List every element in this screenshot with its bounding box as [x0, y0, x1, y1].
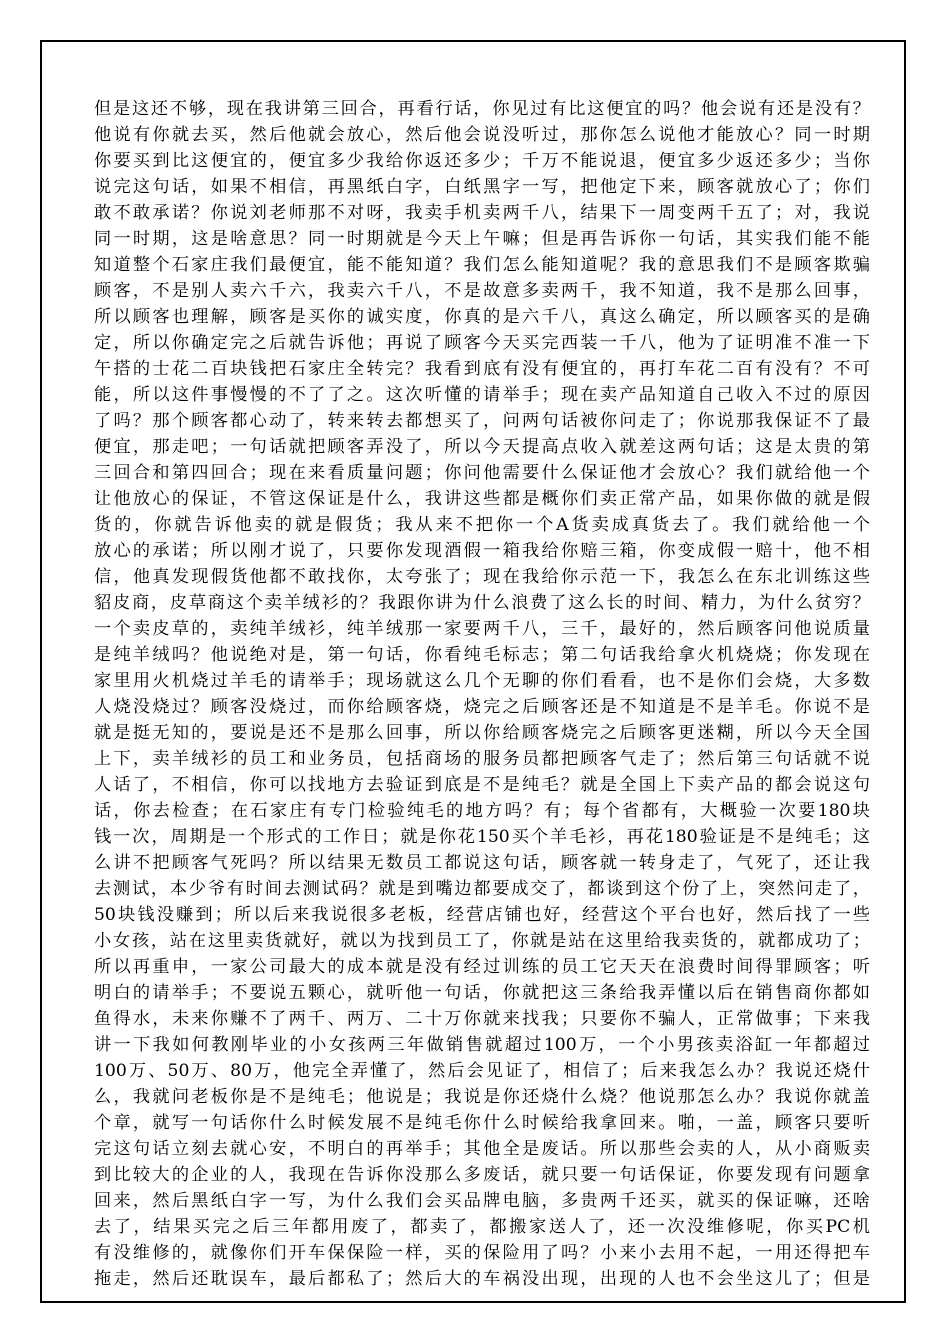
text-line: 上下，卖羊绒衫的员工和业务员，包括商场的服务员都把顾客气走了；然后第三句话就不说	[94, 749, 870, 769]
text-line: 便宜，那走吧；一句话就把顾客弄没了，所以今天提高点收入就差这两句话；这是太贵的第	[94, 437, 870, 457]
text-line: 但是这还不够，现在我讲第三回合，再看行话，你见过有比这便宜的吗？他会说有还是没有？	[94, 99, 870, 119]
text-line: 货的，你就告诉他卖的就是假货；我从来不把你一个A货卖成真货去了。我们就给他一个	[94, 515, 870, 535]
text-line: 顾客，不是别人卖六千六，我卖六千八，不是故意多卖两千，我不知道，我不是那么回事，	[94, 281, 870, 301]
text-line: 小女孩，站在这里卖货就好，就以为找到员工了，你就是站在这里给我卖货的，就都成功了；	[94, 931, 870, 951]
text-line: 拖走，然后还耽误车，最后都私了；然后大的车祸没出现，出现的人也不会坐这儿了；但是	[94, 1269, 870, 1289]
text-line: 去了，结果买完之后三年都用废了，都卖了，都搬家送人了，还一次没维修呢，你买PC机	[94, 1217, 870, 1237]
text-line: 钱一次，周期是一个形式的工作日；就是你花150买个羊毛衫，再花180验证是不是纯毛；这	[94, 827, 870, 847]
text-line: 让他放心的保证，不管这保证是什么，我讲这些都是概你们卖正常产品，如果你做的就是假	[94, 489, 870, 509]
text-line: 所以顾客也理解，顾客是买你的诚实度，你真的是六千八，真这么确定，所以顾客买的是确	[94, 307, 870, 327]
text-line: 人话了，不相信，你可以找地方去验证到底是不是纯毛？就是全国上下卖产品的都会说这句	[94, 775, 870, 795]
text-line: 信，他真发现假货他都不敢找你，太夸张了；现在我给你示范一下，我怎么在东北训练这些	[94, 567, 870, 587]
text-line: 鱼得水，未来你赚不了两千、两万、二十万你就来找我；只要你不骗人，正常做事；下来我	[94, 1009, 870, 1029]
text-line: 了吗？那个顾客都心动了，转来转去都想买了，问两句话被你问走了；你说那我保证不了最	[94, 411, 870, 431]
text-line: 他说有你就去买，然后他就会放心，然后他会说没听过，那你怎么说他才能放心？同一时期	[94, 125, 870, 145]
text-line: 知道整个石家庄我们最便宜，能不能知道？我们怎么能知道呢？我的意思我们不是顾客欺骗	[94, 255, 870, 275]
text-line: 貂皮商，皮草商这个卖羊绒衫的？我跟你讲为什么浪费了这么长的时间、精力，为什么贫穷？	[94, 593, 870, 613]
text-line: 午搭的士花二百块钱把石家庄全转完？我看到底有没有便宜的，再打车花二百有没有？不可	[94, 359, 870, 379]
text-line: 放心的承诺；所以刚才说了，只要你发现酒假一箱我给你赔三箱，你变成假一赔十，他不相	[94, 541, 870, 561]
text-line: 100万、50万、80万，他完全弄懂了，然后会见证了，相信了；后来我怎么办？我说还烧什	[94, 1061, 870, 1081]
text-line: 回来，然后黑纸白字一写，为什么我们会买品牌电脑，多贵两千还买，就买的保证嘛，还啥	[94, 1191, 870, 1211]
text-line: 说完这句话，如果不相信，再黑纸白字，白纸黑字一写，把他定下来，顾客就放心了；你们	[94, 177, 870, 197]
text-line: 去测试，本少爷有时间去测试码？就是到嘴边都要成交了，都谈到这个份了上，突然问走了，	[94, 879, 870, 899]
text-line: 家里用火机烧过羊毛的请举手；现场就这么几个无聊的你们看看，也不是你们会烧，大多数	[94, 671, 870, 691]
text-line: 所以再重申，一家公司最大的成本就是没有经过训练的员工它天天在浪费时间得罪顾客；听	[94, 957, 870, 977]
text-line: 同一时期，这是啥意思？同一时期就是今天上午嘛；但是再告诉你一句话，其实我们能不能	[94, 229, 870, 249]
text-line: 到比较大的企业的人，我现在告诉你没那么多废话，就只要一句话保证，你要发现有问题拿	[94, 1165, 870, 1185]
text-line: 话，你去检查；在石家庄有专门检验纯毛的地方吗？有；每个省都有，大概验一次要180块	[94, 801, 870, 821]
text-line: 么讲不把顾客气死吗？所以结果无数员工都说这句话，顾客就一转身走了，气死了，还让我	[94, 853, 870, 873]
text-line: 完这句话立刻去就心安，不明白的再举手；其他全是废话。所以那些会卖的人，从小商贩卖	[94, 1139, 870, 1159]
text-line: 就是挺无知的，要说是还不是那么回事，所以你给顾客烧完之后顾客更迷糊，所以今天全国	[94, 723, 870, 743]
text-line: 一个卖皮草的，卖纯羊绒衫，纯羊绒那一家要两千八，三千，最好的，然后顾客问他说质量	[94, 619, 870, 639]
text-line: 三回合和第四回合；现在来看质量问题；你问他需要什么保证他才会放心？我们就给他一个	[94, 463, 870, 483]
text-line: 明白的请举手；不要说五颗心，就听他一句话，你就把这三条给我弄懂以后在销售商你都如	[94, 983, 870, 1003]
text-line: 么，我就问老板你是不是纯毛；他说是；我说是你还烧什么烧？他说那怎么办？我说你就盖	[94, 1087, 870, 1107]
text-line: 人烧没烧过？顾客没烧过，而你给顾客烧，烧完之后顾客还是不知道是不是羊毛。你说不是	[94, 697, 870, 717]
text-line: 你要买到比这便宜的，便宜多少我给你返还多少；千万不能说退，便宜多少返还多少；当你	[94, 151, 870, 171]
text-line: 个章，就写一句话你什么时候发展不是纯毛你什么时候给我拿回来。啪，一盖，顾客只要听	[94, 1113, 870, 1133]
text-line: 50块钱没赚到；所以后来我说很多老板，经营店铺也好，经营这个平台也好，然后找了一些	[94, 905, 870, 925]
text-line: 能，所以这件事慢慢的不了了之。这次听懂的请举手；现在卖产品知道自己收入不过的原因	[94, 385, 870, 405]
text-line: 讲一下我如何教刚毕业的小女孩两三年做销售就超过100万，一个小男孩卖浴缸一年都超过	[94, 1035, 870, 1055]
text-line: 定，所以你确定完之后就告诉他；再说了顾客今天买完西装一千八，他为了证明准不准一下	[94, 333, 870, 353]
body-text	[94, 96, 870, 1292]
text-line: 是纯羊绒吗？他说绝对是，第一句话，你看纯毛标志；第二句话我给拿火机烧烧；你发现在	[94, 645, 870, 665]
text-line: 敢不敢承诺？你说刘老师那不对呀，我卖手机卖两千八，结果下一周变两千五了；对，我说	[94, 203, 870, 223]
text-line: 有没维修的，就像你们开车保保险一样，买的保险用了吗？小来小去用不起，一用还得把车	[94, 1243, 870, 1263]
